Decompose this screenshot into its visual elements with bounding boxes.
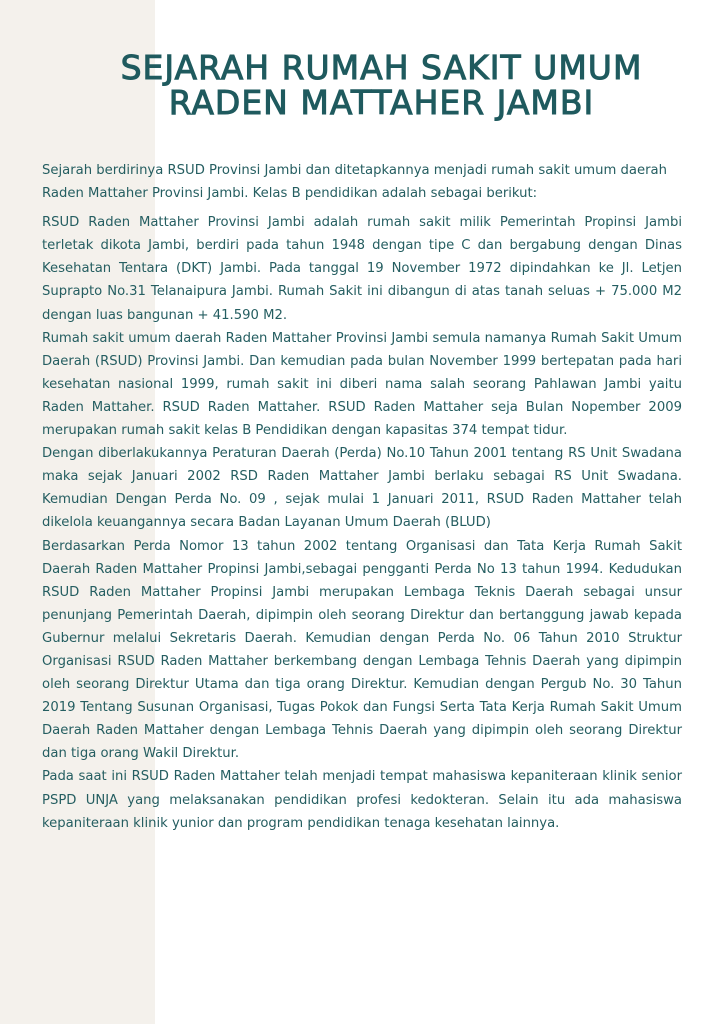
paragraph-founding: RSUD Raden Mattaher Provinsi Jambi adalah rumah sakit milik Pemerintah Propinsi Jambi terletak dikota Jambi, berdiri pada tahun 1948 dengan tipe C dan bergabung dengan Dinas Kesehatan Tentara (DKT) Jambi. Pada tanggal 19 November 1972 dipindahkan ke Jl. Letjen Suprapto No.31 Telanaipura Jambi. Rumah Sakit ini dibangun di atas tanah seluas + 75.000 M2 dengan luas bangunan + 41.590 M2. <box>42 215 682 323</box>
paragraph-organization: Berdasarkan Perda Nomor 13 tahun 2002 tentang Organisasi dan Tata Kerja Rumah Sakit Daerah Raden Mattaher Propinsi Jambi,sebagai pengganti Perda No 13 tahun 1994. Kedudukan RSUD Raden Mattaher Propinsi Jambi merupakan Lembaga Teknis Daerah sebagai unsur penunjang Pemerintah Daerah, dipimpin oleh seorang Direktur dan bertanggung jawab kepada Gubernur melalui Sekretaris Daerah. Kemudian dengan Perda No. 06 Tahun 2010 Struktur Organisasi RSUD Raden Mattaher berkembang dengan Lembaga Tehnis Daerah yang dipimpin oleh seorang Direktur Utama dan tiga orang Direktur. Kemudian dengan Pergub No. 30 Tahun 2019 Tentang Susunan Organisasi, Tugas Pokok dan Fungsi Serta Tata Kerja Rumah Sakit Umum Daerah Raden Mattaher dengan Lembaga Tehnis Daerah yang dipimpin oleh seorang Direktur dan tiga orang Wakil Direktur. <box>42 538 682 762</box>
page-title <box>40 50 723 120</box>
paragraph-intro: Sejarah berdirinya RSUD Provinsi Jambi dan ditetapkannya menjadi rumah sakit umum daerah Raden Mattaher Provinsi Jambi. Kelas B pendidikan adalah sebagai berikut: <box>42 163 667 202</box>
document-body <box>42 159 682 835</box>
paragraph-education: Pada saat ini RSUD Raden Mattaher telah menjadi tempat mahasiswa kepaniteraan klinik senior PSPD UNJA yang melaksanakan pendidikan profesi kedokteran. Selain itu ada mahasiswa kepaniteraan klinik yunior dan program pendidikan tenaga kesehatan lainnya. <box>42 769 682 831</box>
page-title-line-1: SEJARAH RUMAH SAKIT UMUM <box>120 48 643 87</box>
page-title-line-2: RADEN MATTAHER JAMBI <box>168 83 595 122</box>
paragraph-naming: Rumah sakit umum daerah Raden Mattaher Provinsi Jambi semula namanya Rumah Sakit Umum Daerah (RSUD) Provinsi Jambi. Dan kemudian pada bulan November 1999 bertepatan pada hari kesehatan nasional 1999, rumah sakit ini diberi nama salah seorang Pahlawan Jambi yaitu Raden Mattaher. RSUD Raden Mattaher. RSUD Raden Mattaher seja Bulan Nopember 2009 merupakan rumah sakit kelas B Pendidikan dengan kapasitas 374 tempat tidur. <box>42 330 682 439</box>
paragraph-swadana: Dengan diberlakukannya Peraturan Daerah (Perda) No.10 Tahun 2001 tentang RS Unit Swadana maka sejak Januari 2002 RSD Raden Mattaher Jambi berlaku sebagai RS Unit Swadana. Kemudian Dengan Perda No. 09 , sejak mulai 1 Januari 2011, RSUD Raden Mattaher telah dikelola keuangannya secara Badan Layanan Umum Daerah (BLUD) <box>42 446 682 531</box>
